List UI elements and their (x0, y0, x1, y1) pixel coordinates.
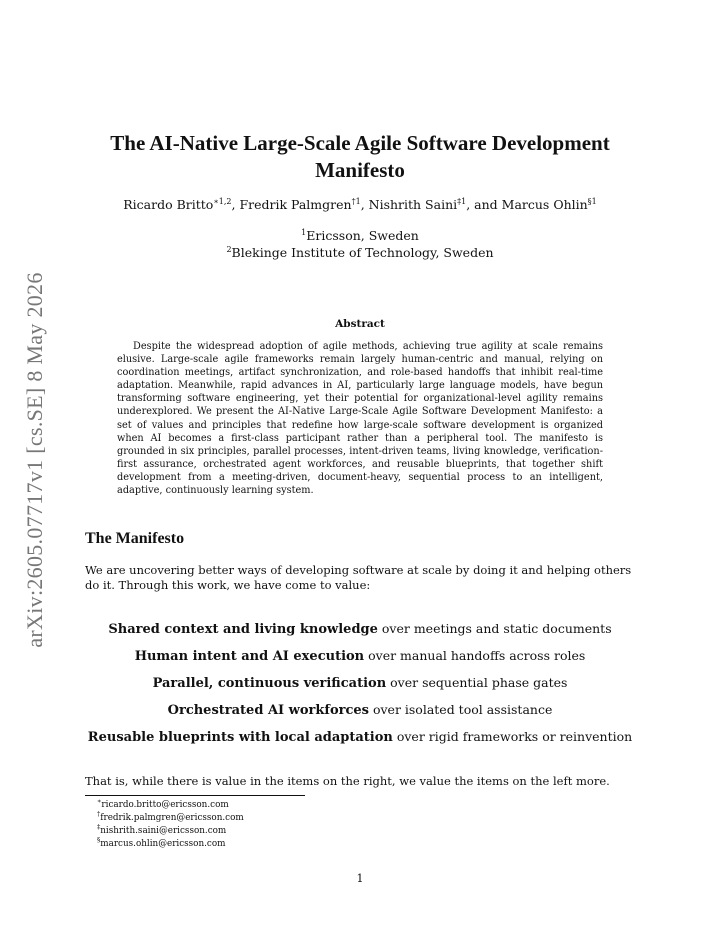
author: Nishrith Saini$^{\ddagger 1}$, and (368, 196, 502, 212)
footnote: §marcus.ohlin@ericsson.com (97, 836, 226, 849)
footnotes (97, 799, 244, 851)
footnote-email: fredrik.palmgren@ericsson.com (100, 813, 244, 823)
value-statement: Orchestrated AI workforces over isolated tool assistance (167, 702, 553, 718)
manifesto-closing: That is, while there is value in the items on the right, we value the items on the left more. (85, 774, 610, 788)
footnote-rule (85, 795, 305, 796)
affiliation: $^2$Blekinge Institute of Technology, Sweden (226, 244, 494, 260)
footnote-email: ricardo.britto@ericsson.com (101, 800, 229, 810)
paper-title: The AI-Native Large-Scale Agile Software Development Manifesto (110, 131, 610, 182)
footnote-email: marcus.ohlin@ericsson.com (100, 839, 226, 849)
section-heading: The Manifesto (85, 530, 185, 547)
abstract-text: Despite the widespread adoption of agile methods, achieving true agility at scale remains elusive. Large-scale agile frameworks remain largely human-centric and manual, relying on coordination meetings, artifact synchronization, and role-based handoffs that inhibit real-time adaptation. Meanwhile, rapid advances in AI, particularly large language models, have begun transforming software engineering, yet their potential for organizational-level agility remains underexplored. We present the AI-Native Large-Scale Agile Software Development Manifesto: a set of values and principles that redefine how large-scale software development is organized when AI becomes a first-class participant rather than a peripheral tool. The manifesto is grounded in six principles, parallel processes, intent-driven teams, living knowledge, verification-first assurance, orchestrated agent workforces, and reusable blueprints, that together shift development from a meeting-driven, document-heavy, sequential process to an intelligent, adaptive, continuously learning system. (117, 341, 603, 497)
author: Ricardo Britto$^{∗1,2}$, (123, 196, 240, 212)
author-list (80, 197, 640, 212)
manifesto-values (80, 619, 640, 754)
affiliations (80, 227, 640, 261)
value-statement: Reusable blueprints with local adaptation over rigid frameworks or reinvention (87, 729, 633, 745)
affiliation: $^1$Ericsson, Sweden (301, 227, 419, 243)
manifesto-intro: We are uncovering better ways of developing software at scale by doing it and helping others do it. Through this work, we have come to value: (85, 563, 632, 592)
arxiv-stamp (20, 270, 50, 650)
footnote: ∗ricardo.britto@ericsson.com (97, 797, 229, 810)
author: Fredrik Palmgren$^{\dagger 1}$, (239, 196, 369, 212)
footnote: ‡nishrith.saini@ericsson.com (97, 823, 227, 836)
value-statement: Human intent and AI execution over manual handoffs across roles (134, 648, 586, 664)
footnote: †fredrik.palmgren@ericsson.com (97, 810, 244, 823)
value-statement: Shared context and living knowledge over meetings and static documents (108, 621, 612, 637)
page-number: 1 (356, 872, 364, 885)
arxiv-stamp-text: arXiv:2605.07717v1 [cs.SE] 8 May 2026 (22, 272, 47, 648)
author: Marcus Ohlin$^{\S 1}$ (501, 196, 597, 212)
footnote-email: nishrith.saini@ericsson.com (100, 826, 227, 836)
value-statement: Parallel, continuous verification over sequential phase gates (152, 675, 568, 691)
abstract-heading: Abstract (335, 318, 385, 330)
